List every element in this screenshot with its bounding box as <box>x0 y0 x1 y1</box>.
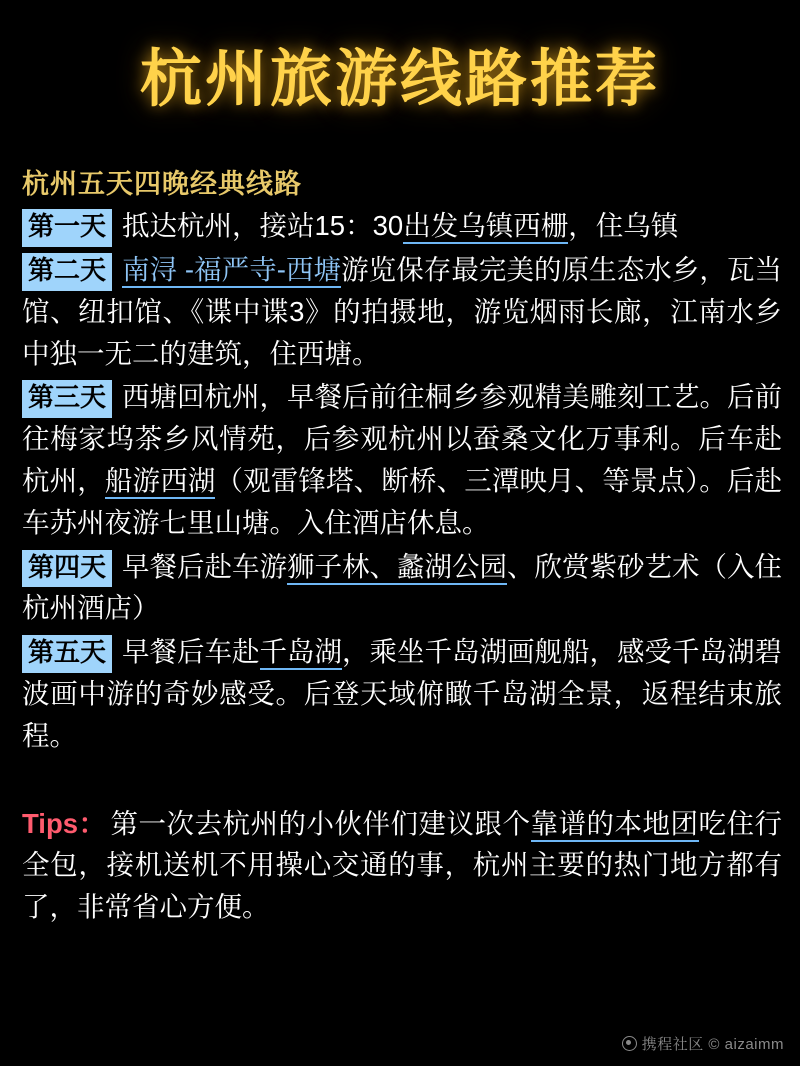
day-text-post: （观雷锋塔、断桥、三潭映月、等景点）。后赴车苏州夜游七里山塘。入住酒店休息。 <box>22 464 783 538</box>
subtitle: 杭州五天四晚经典线路 <box>22 169 302 200</box>
day-text-pre: 早餐后车赴 <box>122 636 260 668</box>
tips-text-post: 吃住行全包，接机送机不用操心交通的事，杭州主要的热门地方都有了，非常省心方便。 <box>22 807 783 923</box>
day-paragraph-2 <box>22 249 782 374</box>
day-text-pre: 早餐后赴车游 <box>122 550 288 582</box>
watermark-text: 携程社区 © aizaimm <box>641 1036 784 1053</box>
day-text-pre: 抵达杭州，接站15：30 <box>122 210 404 242</box>
day-text-post: ，乘坐千岛湖画舰船，感受千岛湖碧波画中游的奇妙感受。后登天域俯瞰千岛湖全景，返程结束旅程。 <box>22 636 783 751</box>
day-text-highlight: 千岛湖 <box>260 636 343 670</box>
day-text-post: 游览保存最完美的原生态水乡，瓦当馆、纽扣馆、《谍中谍3》的拍摄地，游览烟雨长廊，江南水乡中独一无二的建筑，住西塘。 <box>22 253 782 369</box>
day-paragraph-3 <box>22 376 782 543</box>
day-text-highlight: 南浔 -福严寺-西塘 <box>122 254 341 288</box>
day-tag: 第三天 <box>22 380 112 418</box>
day-text-highlight: 出发乌镇西栅 <box>403 210 568 244</box>
itinerary-body <box>18 205 782 756</box>
ctrip-logo-icon <box>622 1036 637 1051</box>
day-paragraph-4 <box>22 546 782 630</box>
tips-text-pre: 第一次去杭州的小伙伴们建议跟个 <box>110 807 531 839</box>
day-text-highlight: 船游西湖 <box>105 465 216 499</box>
day-text-highlight: 狮子林、蠡湖公园 <box>287 551 507 585</box>
day-tag: 第一天 <box>22 209 112 247</box>
tips-label: Tips： <box>22 807 107 839</box>
day-text-post: ，住乌镇 <box>568 210 679 242</box>
tips-text-highlight: 靠谱的本地团 <box>531 808 699 842</box>
day-paragraph-1 <box>22 205 782 247</box>
watermark <box>622 1033 784 1054</box>
day-tag: 第四天 <box>22 550 112 588</box>
day-tag: 第五天 <box>22 635 112 673</box>
day-text-pre: 西塘回杭州，早餐后前往桐乡参观精美雕刻工艺。后前往梅家坞茶乡风情苑，后参观杭州以蚕桑文化万事利。后车赴杭州， <box>22 381 783 496</box>
tips-paragraph <box>18 803 782 928</box>
page-title: 杭州旅游线路推荐 <box>139 45 660 114</box>
day-tag: 第二天 <box>22 253 112 291</box>
day-paragraph-5 <box>22 631 782 756</box>
day-text-post: 、欣赏紫砂艺术（入住杭州酒店） <box>22 550 783 624</box>
